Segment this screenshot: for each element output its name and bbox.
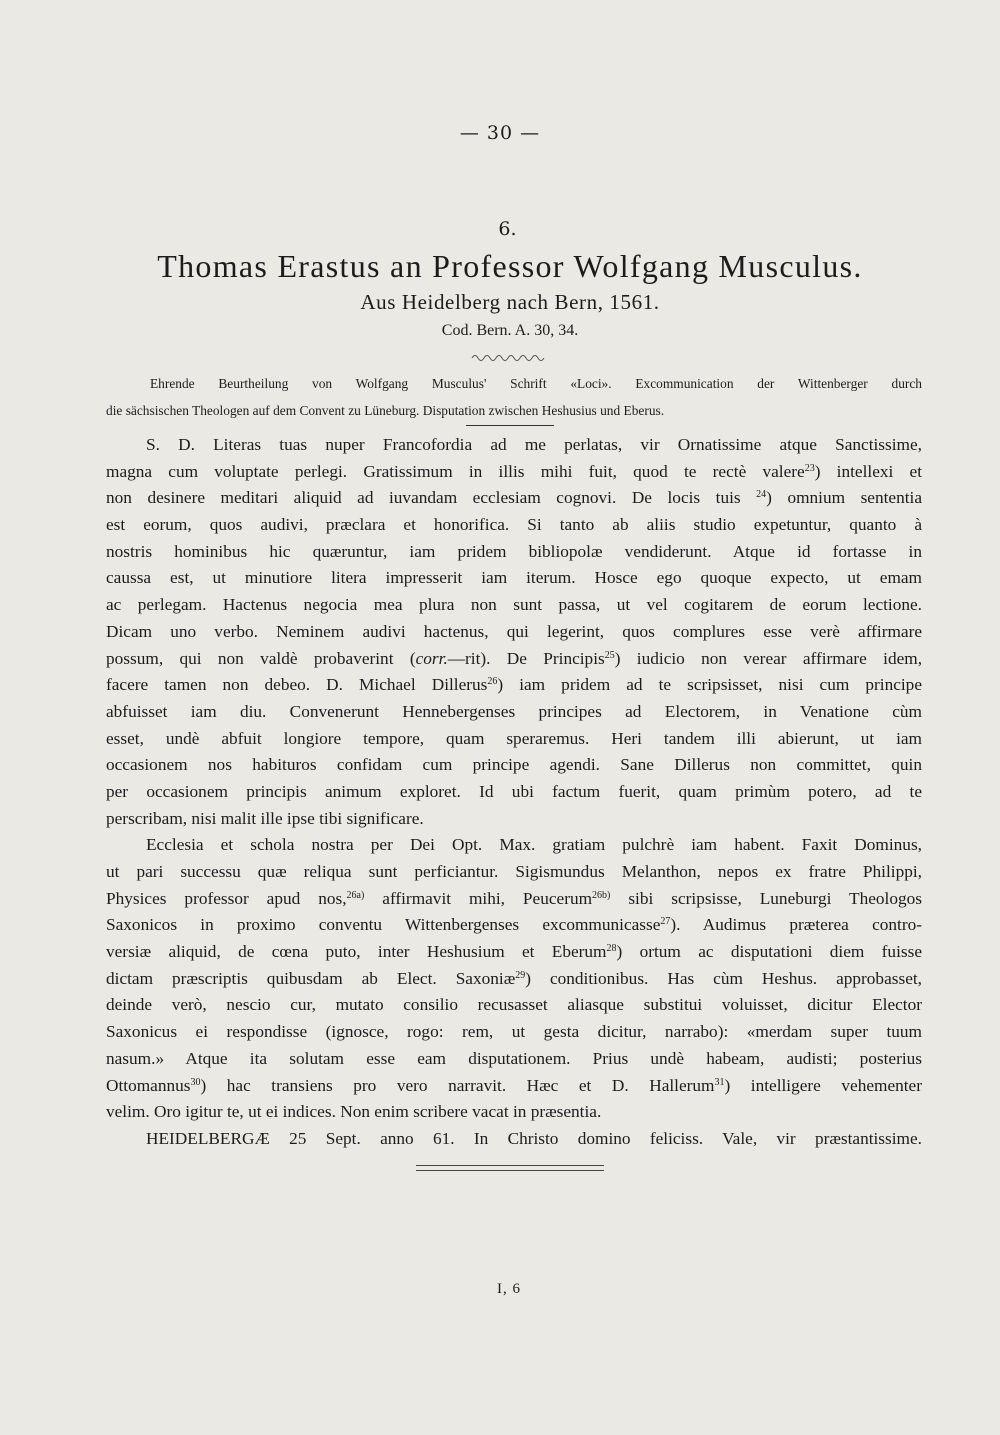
footnote-ref: 23 <box>804 462 815 474</box>
footnote-ref: 29 <box>515 969 526 981</box>
summary-line: die sächsischen Theologen auf dem Convent zu Lüneburg. Disputation zwischen Heshusius und Eberus. <box>106 402 665 418</box>
footnote-ref: 26a) <box>346 889 365 901</box>
footnote-ref: 31 <box>714 1076 725 1088</box>
footnote-ref: 25 <box>604 649 615 661</box>
body-line: ut pari successu quæ reliqua sunt perficiantur. Sigismundus Melanthon, nepos ex fratre Philippi, <box>106 862 922 881</box>
body-line: per occasionem principis animum exploret. Id ubi factum fuerit, quam primùm potero, ad te <box>106 781 922 801</box>
body-line: caussa est, ut minutiore litera impresserit iam iterum. Hosce ego quoque expecto, ut emam <box>106 568 922 588</box>
body-line: Saxonicos in proximo conventu Wittenbergenses excommunicasse$^{27}$). Audimus præterea contro- <box>106 915 922 935</box>
body-line: Saxonicus ei respondisse (ignosce, rogo: rem, ut gesta dicitur, narrabo): «merdam super tuum <box>106 1022 922 1042</box>
section-divider <box>466 425 554 426</box>
footnote-ref: 28 <box>606 943 617 955</box>
document-number: 6. <box>498 218 517 240</box>
body-line: magna cum voluptate perlegi. Gratissimum in illis mihi fuit, quod te rectè valere$^{23}$) intellexi et <box>106 461 923 481</box>
footnote-ref: 26 <box>487 676 498 688</box>
body-line: facere tamen non debeo. D. Michael Dillerus$^{26}$) iam pridem ad te scripsisset, nisi cum principe <box>106 675 922 695</box>
body-line: Ottomannus$^{30}$) hac transiens pro vero narravit. Hæc et D. Hallerum$^{31}$) intelligere vehementer <box>106 1075 922 1095</box>
footnote-ref: 27 <box>660 916 671 928</box>
wavy-ornament <box>470 350 550 362</box>
closing-double-rule <box>416 1165 604 1171</box>
body-line: Ecclesia et schola nostra per Dei Opt. Max. gratiam pulchrè iam habent. Faxit Dominus, <box>146 835 922 855</box>
letter-title: Thomas Erastus an Professor Wolfgang Musculus. <box>157 248 863 284</box>
body-line: esset, undè abfuit longiore tempore, quam speraremus. Heri tandem illi abierunt, ut iam <box>106 728 922 748</box>
body-line: possum, qui non valdè probaverint (corr.—rit). De Principis$^{25}$) iudicio non verear affirmare idem, <box>106 648 923 668</box>
body-line: nasum.» Atque ita solutam esse eam disputationem. Prius undè habeam, audisti; posterius <box>106 1048 922 1068</box>
body-line: Dicam uno verbo. Neminem audivi hactenus, qui legerint, quos complures esse verè affirmare <box>106 621 922 641</box>
footnote-ref: 30 <box>190 1076 201 1088</box>
letter-body <box>106 432 922 1153</box>
manuscript-source: Cod. Bern. A. 30, 34. <box>441 322 579 339</box>
body-line: abfuisset iam diu. Convenerunt Hennebergenses principes ad Electorem, in Venatione cùm <box>106 701 922 721</box>
body-line: nostris hominibus hic quæruntur, iam pridem bibliopolæ vendiderunt. Atque id fortasse in <box>106 541 922 561</box>
body-line: deinde verò, nescio cur, mutato consilio recusasset aliasque substitui voluisset, dicitur Elector <box>106 995 922 1015</box>
footnote-ref: 26b) <box>592 889 611 901</box>
sheet-signature: I, 6 <box>497 1281 521 1297</box>
letter-summary <box>106 373 922 426</box>
body-line: Physices professor apud nos,$^{26a)}$ affirmavit mihi, Peucerum$^{26b)}$ sibi scripsisse, Luneburgi Theologos <box>106 888 922 908</box>
body-line: S. D. Literas tuas nuper Francofordia ad me perlatas, vir Ornatissime atque Sanctissime, <box>146 435 922 454</box>
body-line: velim. Oro igitur te, ut ei indices. Non enim scribere vacat in præsentia. <box>106 1102 602 1122</box>
body-line: occasionem nos habituros confidam cum principe agendi. Sane Dillerus non committet, quin <box>106 755 922 775</box>
page-number: — 30 — <box>459 122 541 144</box>
footnote-ref: 24 <box>756 489 767 501</box>
body-line: HEIDELBERGÆ 25 Sept. anno 61. In Christo domino feliciss. Vale, vir præstantissime. <box>146 1128 922 1148</box>
body-line: ac perlegam. Hactenus negocia mea plura non sunt passa, ut vel cogitarem de eorum lectione. <box>106 595 922 615</box>
summary-line: Ehrende Beurtheilung von Wolfgang Musculus' Schrift «Loci». Excommunication der Wittenberger durch <box>150 376 922 391</box>
body-line: est eorum, quos audivi, præclara et honorifica. Si tanto ab aliis studio expetuntur, quanto à <box>106 515 922 535</box>
body-line: perscribam, nisi malit ille ipse tibi significare. <box>106 808 424 828</box>
body-line: non desinere meditari aliquid ad iuvandam ecclesiam cognovi. De locis tuis $^{24}$) omnium sententia <box>106 488 922 508</box>
body-line: dictam præscriptis quibusdam ab Elect. Saxoniæ$^{29}$) conditionibus. Has cùm Heshus. approbasset, <box>106 968 922 988</box>
body-line: versiæ aliquid, de cœna puto, inter Heshusium et Eberum$^{28}$) ortum ac disputationi diem fuisse <box>106 942 922 962</box>
letter-subtitle: Aus Heidelberg nach Bern, 1561. <box>360 290 660 314</box>
